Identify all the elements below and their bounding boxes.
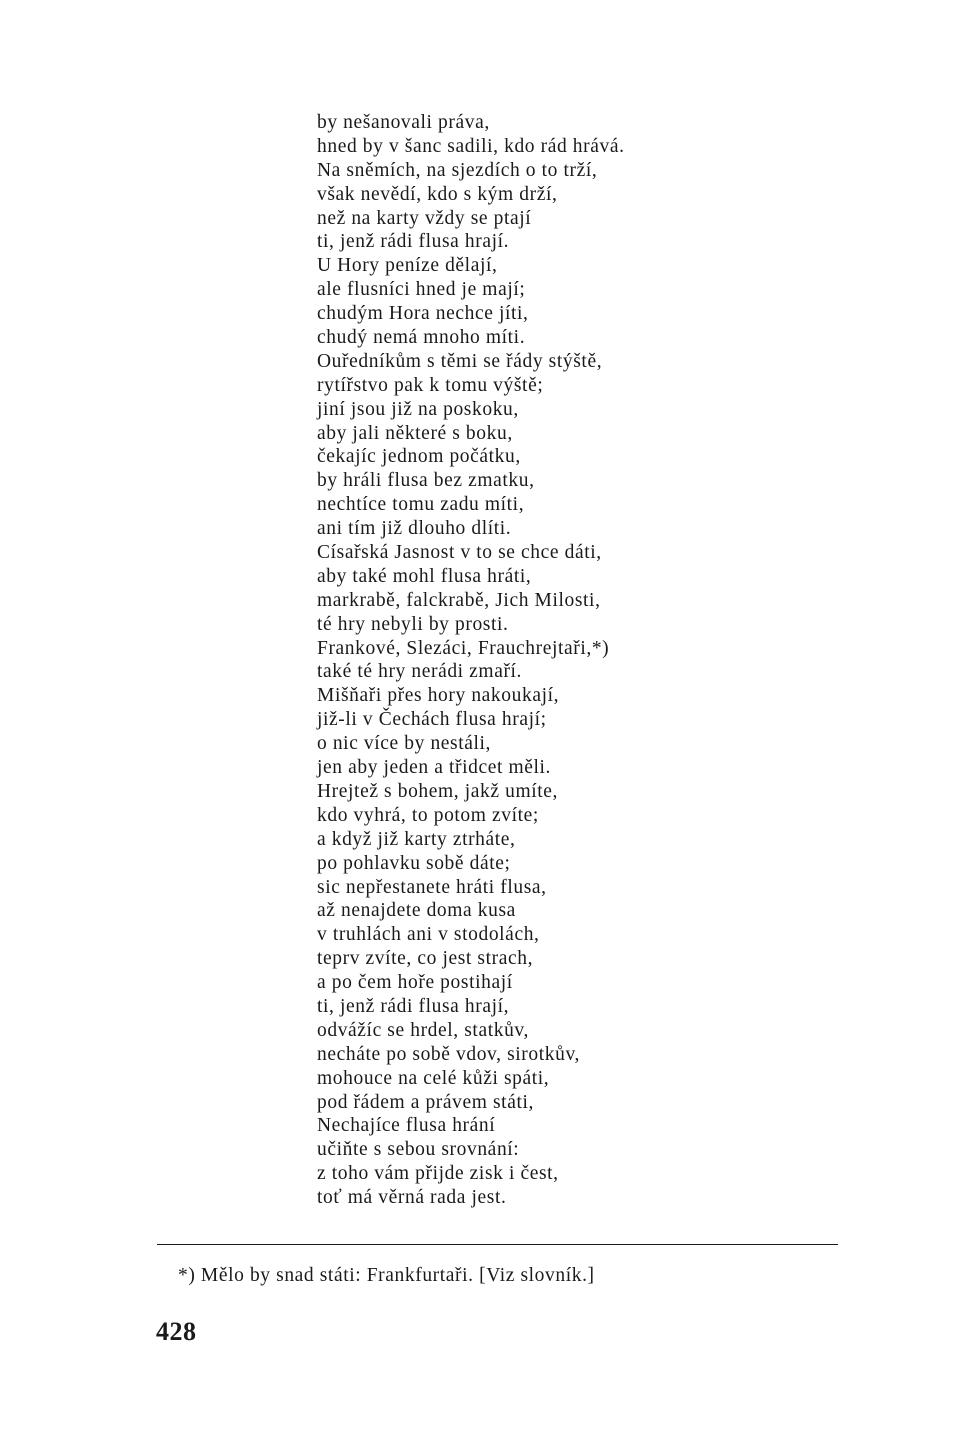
poem-line: Frankové, Slezáci, Frauchrejtaři,*) <box>317 637 610 659</box>
poem-line: teprv zvíte, co jest strach, <box>317 948 534 970</box>
poem-line: odvážíc se hrdel, statkův, <box>317 1019 529 1041</box>
poem-line: jen aby jeden a třidcet měli. <box>317 757 551 779</box>
poem-line: Nechajíce flusa hrání <box>317 1115 496 1137</box>
page-number: 428 <box>156 1317 197 1346</box>
poem-line: a po čem hoře postihají <box>317 972 513 994</box>
poem-line: aby jali některé s boku, <box>317 422 513 444</box>
poem-line: po pohlavku sobě dáte; <box>317 852 511 874</box>
poem-line: pod řádem a právem státi, <box>317 1091 534 1113</box>
poem-line: nechtíce tomu zadu míti, <box>317 494 525 516</box>
poem-line: markrabě, falckrabě, Jich Milosti, <box>317 589 601 611</box>
poem-line: chudým Hora nechce jíti, <box>317 303 529 325</box>
poem-line: z toho vám přijde zisk i čest, <box>317 1163 559 1185</box>
poem-line: až nenajdete doma kusa <box>317 900 516 922</box>
poem-line: než na karty vždy se ptají <box>317 207 532 229</box>
poem-line: té hry nebyli by prosti. <box>317 613 509 635</box>
poem-line: čekajíc jednom počátku, <box>317 446 521 468</box>
poem-line: hned by v šanc sadili, kdo rád hrává. <box>317 135 625 157</box>
poem-line: aby také mohl flusa hráti, <box>317 565 532 587</box>
poem-line: U Hory peníze dělají, <box>317 255 498 277</box>
poem-line: učiňte s sebou srovnání: <box>317 1139 520 1161</box>
poem-line: o nic více by nestáli, <box>317 733 492 755</box>
poem-line: v truhlách ani v stodolách, <box>317 924 540 946</box>
poem-line: jiní jsou již na poskoku, <box>317 398 519 420</box>
poem-line: by nešanovali práva, <box>317 112 490 133</box>
footnote-divider <box>157 1244 838 1245</box>
poem-line: rytířstvo pak k tomu výště; <box>317 374 544 396</box>
poem-line: ti, jenž rádi flusa hrají, <box>317 995 510 1017</box>
poem-line: Mišňaři přes hory nakoukají, <box>317 685 560 707</box>
poem-line: Na sněmích, na sjezdích o to trží, <box>317 159 598 181</box>
poem-line: kdo vyhrá, to potom zvíte; <box>317 804 539 826</box>
poem-line: ti, jenž rádi flusa hrají. <box>317 231 510 253</box>
poem-line: by hráli flusa bez zmatku, <box>317 470 535 492</box>
poem-line: toť má věrná rada jest. <box>317 1187 507 1209</box>
poem-line: Hrejtež s bohem, jakž umíte, <box>317 780 558 802</box>
poem-line: mohouce na celé kůži spáti, <box>317 1067 550 1089</box>
poem-line: ani tím již dlouho dlíti. <box>317 518 512 540</box>
poem-line: již-li v Čechách flusa hrají; <box>317 709 547 731</box>
footnote: *) Mělo by snad státi: Frankfurtaři. [Viz slovník.] <box>178 1265 595 1286</box>
poem-line: Císařská Jasnost v to se chce dáti, <box>317 542 602 564</box>
poem-line: a když již karty ztrháte, <box>317 828 516 850</box>
poem-line: ale flusníci hned je mají; <box>317 279 526 301</box>
poem-line: chudý nemá mnoho míti. <box>317 327 526 349</box>
poem-line: však nevědí, kdo s kým drží, <box>317 183 558 205</box>
poem-line: také té hry nerádi zmaří. <box>317 661 523 683</box>
poem-line: necháte po sobě vdov, sirotkův, <box>317 1043 581 1065</box>
poem-line: Ouředníkům s těmi se řády stýště, <box>317 350 603 372</box>
poem-line: sic nepřestanete hráti flusa, <box>317 876 547 898</box>
poem-text <box>317 111 625 1210</box>
